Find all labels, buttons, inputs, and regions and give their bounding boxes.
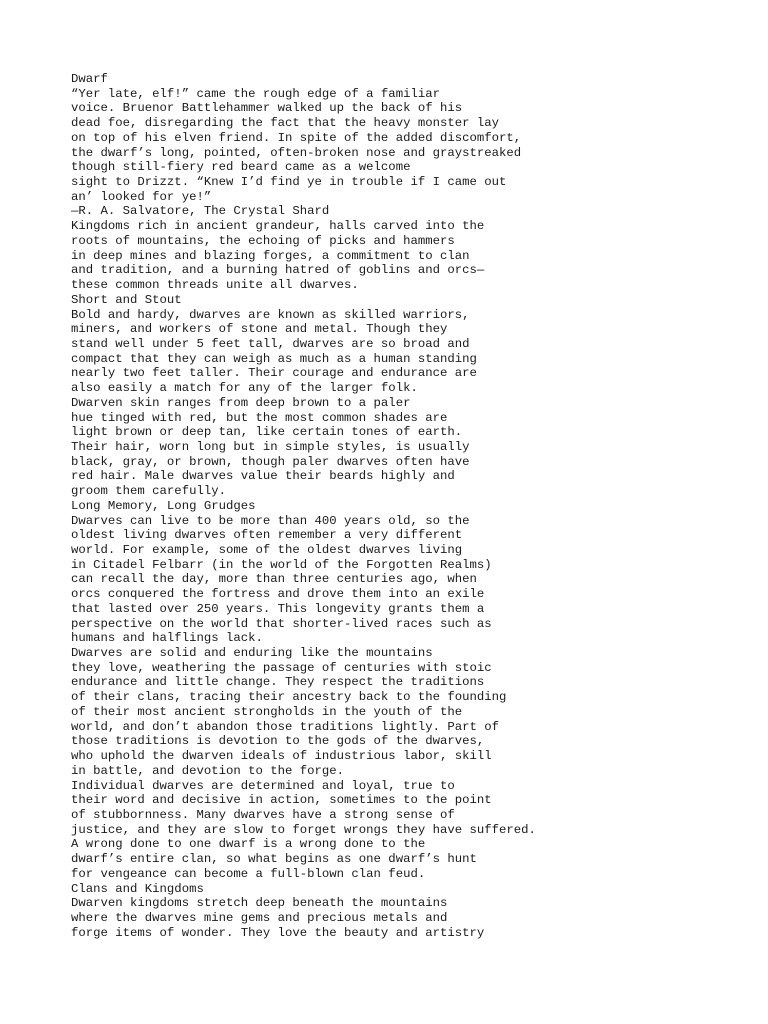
text-line: can recall the day, more than three centuries ago, when bbox=[71, 572, 477, 587]
section-heading-dwarf: Dwarf bbox=[71, 72, 108, 86]
text-line: Dwarves can live to be more than 400 years old, so the bbox=[71, 513, 470, 528]
text-line: for vengeance can become a full-blown clan feud. bbox=[71, 866, 426, 881]
text-line: of their clans, tracing their ancestry back to the founding bbox=[71, 690, 507, 705]
text-line: their word and decisive in action, sometimes to the point bbox=[71, 793, 492, 808]
text-line: stand well under 5 feet tall, dwarves are so broad and bbox=[71, 336, 470, 351]
text-line: Their hair, worn long but in simple styles, is usually bbox=[71, 439, 470, 454]
text-line: miners, and workers of stone and metal. Though they bbox=[71, 322, 448, 337]
text-line: world, and don’t abandon those traditions lightly. Part of bbox=[71, 719, 500, 734]
text-line: those traditions is devotion to the gods of the dwarves, bbox=[71, 734, 485, 749]
text-line: endurance and little change. They respect the traditions bbox=[71, 675, 485, 690]
text-line: in Citadel Felbarr (in the world of the Forgotten Realms) bbox=[71, 557, 492, 572]
section-heading-short-and-stout: Short and Stout bbox=[71, 292, 182, 307]
text-line: groom them carefully. bbox=[71, 484, 226, 499]
section-heading-long-memory: Long Memory, Long Grudges bbox=[71, 498, 256, 513]
text-line: of stubbornness. Many dwarves have a strong sense of bbox=[71, 807, 455, 822]
text-line: Bold and hardy, dwarves are known as skilled warriors, bbox=[71, 307, 470, 322]
text-line: justice, and they are slow to forget wrongs they have suffered. bbox=[71, 822, 536, 837]
text-line: also easily a match for any of the larger folk. bbox=[71, 381, 418, 396]
text-line: dead foe, disregarding the fact that the heavy monster lay bbox=[71, 116, 500, 131]
text-line: and tradition, and a burning hatred of goblins and orcs— bbox=[71, 263, 485, 278]
text-line: red hair. Male dwarves value their beards highly and bbox=[71, 469, 455, 484]
text-line: black, gray, or brown, though paler dwarves often have bbox=[71, 454, 470, 469]
text-line: compact that they can weigh as much as a human standing bbox=[71, 351, 477, 366]
text-line: dwarf’s entire clan, so what begins as one dwarf’s hunt bbox=[71, 852, 477, 867]
text-line: on top of his elven friend. In spite of the added discomfort, bbox=[71, 130, 522, 145]
document-page bbox=[71, 72, 751, 940]
text-line: Dwarven skin ranges from deep brown to a paler bbox=[71, 395, 411, 410]
text-line: though still-fiery red beard came as a welcome bbox=[71, 160, 411, 175]
text-line: Kingdoms rich in ancient grandeur, halls carved into the bbox=[71, 219, 485, 234]
text-line: of their most ancient strongholds in the youth of the bbox=[71, 704, 463, 719]
text-line: oldest living dwarves often remember a very different bbox=[71, 528, 463, 543]
text-line: sight to Drizzt. “Knew I’d find ye in trouble if I came out bbox=[71, 175, 507, 190]
text-line: orcs conquered the fortress and drove them into an exile bbox=[71, 587, 485, 602]
text-line: Dwarves are solid and enduring like the mountains bbox=[71, 646, 433, 661]
text-line: perspective on the world that shorter-lived races such as bbox=[71, 616, 492, 631]
text-line: they love, weathering the passage of centuries with stoic bbox=[71, 660, 492, 675]
text-line: hue tinged with red, but the most common shades are bbox=[71, 410, 448, 425]
text-line: forge items of wonder. They love the beauty and artistry bbox=[71, 925, 485, 940]
text-line: light brown or deep tan, like certain tones of earth. bbox=[71, 425, 463, 440]
text-line: the dwarf’s long, pointed, often-broken nose and graystreaked bbox=[71, 145, 522, 160]
quote-attribution: —R. A. Salvatore, The Crystal Shard bbox=[71, 204, 330, 219]
section-heading-clans-and-kingdoms: Clans and Kingdoms bbox=[71, 881, 204, 896]
text-line: these common threads unite all dwarves. bbox=[71, 278, 359, 293]
text-line: that lasted over 250 years. This longevity grants them a bbox=[71, 601, 485, 616]
text-line: “Yer late, elf!” came the rough edge of a familiar bbox=[71, 86, 440, 101]
text-line: A wrong done to one dwarf is a wrong done to the bbox=[71, 837, 426, 852]
text-line: roots of mountains, the echoing of picks and hammers bbox=[71, 233, 455, 248]
text-line: an’ looked for ye!” bbox=[71, 189, 212, 204]
text-line: humans and halflings lack. bbox=[71, 631, 263, 646]
text-line: Dwarven kingdoms stretch deep beneath the mountains bbox=[71, 896, 448, 911]
text-line: in deep mines and blazing forges, a commitment to clan bbox=[71, 248, 470, 263]
text-line: voice. Bruenor Battlehammer walked up the back of his bbox=[71, 101, 463, 116]
text-line: world. For example, some of the oldest dwarves living bbox=[71, 543, 463, 557]
text-line: in battle, and devotion to the forge. bbox=[71, 763, 345, 778]
text-line: where the dwarves mine gems and precious metals and bbox=[71, 910, 448, 925]
text-line: who uphold the dwarven ideals of industrious labor, skill bbox=[71, 749, 492, 764]
text-line: Individual dwarves are determined and loyal, true to bbox=[71, 778, 455, 793]
text-line: nearly two feet taller. Their courage and endurance are bbox=[71, 366, 477, 381]
